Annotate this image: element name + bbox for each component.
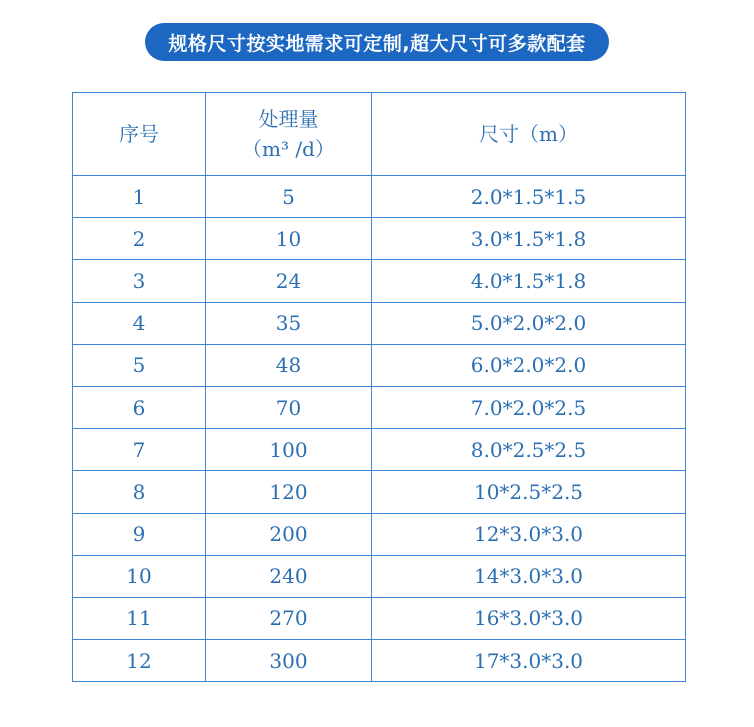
spec-table: [72, 92, 686, 682]
table-row: [73, 218, 686, 260]
cell-size: 14*3.0*3.0: [372, 555, 686, 597]
cell-serial-no: 3: [73, 260, 206, 302]
cell-serial-no: 1: [73, 176, 206, 218]
cell-size: 3.0*1.5*1.8: [372, 218, 686, 260]
cell-serial-no: 12: [73, 640, 206, 682]
cell-capacity: 10: [206, 218, 372, 260]
cell-serial-no: 10: [73, 555, 206, 597]
table-row: [73, 597, 686, 639]
table-row: [73, 386, 686, 428]
cell-capacity: 70: [206, 386, 372, 428]
table-row: [73, 260, 686, 302]
table-row: [73, 302, 686, 344]
table-row: [73, 176, 686, 218]
cell-serial-no: 2: [73, 218, 206, 260]
table-row: [73, 429, 686, 471]
cell-capacity: 100: [206, 429, 372, 471]
cell-capacity: 5: [206, 176, 372, 218]
cell-serial-no: 4: [73, 302, 206, 344]
cell-size: 8.0*2.5*2.5: [372, 429, 686, 471]
table-header-row: [73, 93, 686, 176]
cell-capacity: 270: [206, 597, 372, 639]
cell-serial-no: 5: [73, 344, 206, 386]
cell-size: 10*2.5*2.5: [372, 471, 686, 513]
header-capacity: [206, 93, 372, 176]
cell-capacity: 200: [206, 513, 372, 555]
cell-capacity: 48: [206, 344, 372, 386]
cell-capacity: 24: [206, 260, 372, 302]
cell-size: 2.0*1.5*1.5: [372, 176, 686, 218]
title-banner: 规格尺寸按实地需求可定制,超大尺寸可多款配套: [145, 23, 609, 61]
table-row: [73, 513, 686, 555]
cell-size: 17*3.0*3.0: [372, 640, 686, 682]
cell-capacity: 120: [206, 471, 372, 513]
header-capacity-label: 处理量: [258, 107, 319, 131]
cell-capacity: 300: [206, 640, 372, 682]
cell-capacity: 240: [206, 555, 372, 597]
cell-serial-no: 6: [73, 386, 206, 428]
cell-serial-no: 11: [73, 597, 206, 639]
header-capacity-unit: （m³ /d）: [242, 137, 335, 161]
cell-size: 16*3.0*3.0: [372, 597, 686, 639]
cell-size: 5.0*2.0*2.0: [372, 302, 686, 344]
cell-size: 6.0*2.0*2.0: [372, 344, 686, 386]
cell-size: 12*3.0*3.0: [372, 513, 686, 555]
cell-size: 4.0*1.5*1.8: [372, 260, 686, 302]
cell-size: 7.0*2.0*2.5: [372, 386, 686, 428]
header-serial-no: 序号: [73, 93, 206, 176]
table-row: [73, 344, 686, 386]
cell-capacity: 35: [206, 302, 372, 344]
header-size: 尺寸（m）: [372, 93, 686, 176]
cell-serial-no: 9: [73, 513, 206, 555]
table-row: [73, 640, 686, 682]
cell-serial-no: 8: [73, 471, 206, 513]
table-row: [73, 471, 686, 513]
cell-serial-no: 7: [73, 429, 206, 471]
table-row: [73, 555, 686, 597]
